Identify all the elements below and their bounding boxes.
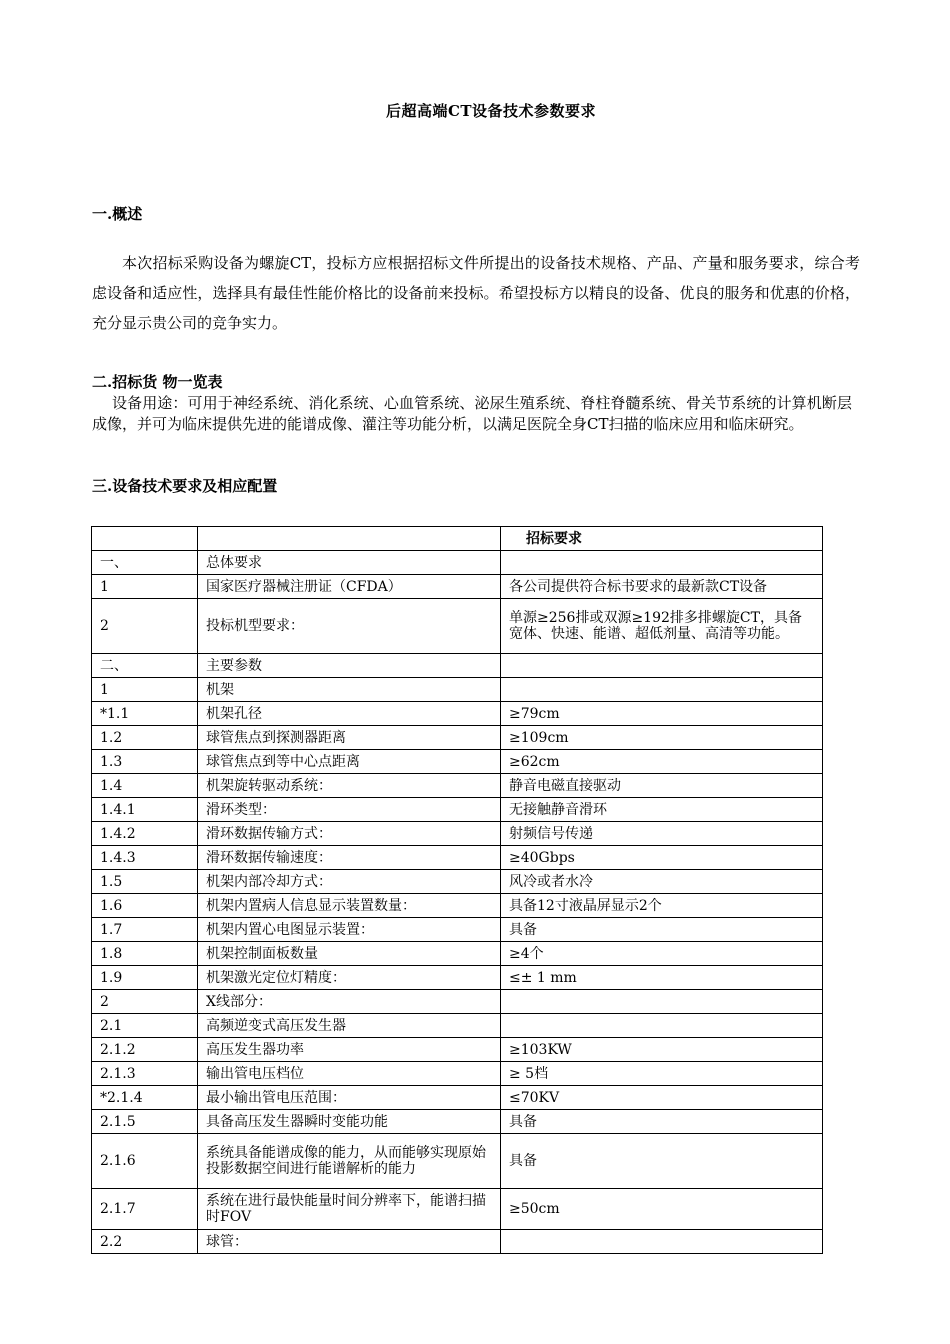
table-cell-item: 机架旋转驱动系统： [198, 774, 501, 798]
table-cell-requirement: ≥62cm [501, 750, 823, 774]
table-cell-requirement: ≤± 1 mm [501, 966, 823, 990]
table-cell-item: 系统具备能谱成像的能力，从而能够实现原始投影数据空间进行能谱解析的能力 [198, 1134, 501, 1189]
table-cell-item: 机架内部冷却方式： [198, 870, 501, 894]
table-cell-requirement: 风冷或者水冷 [501, 870, 823, 894]
spec-table [91, 526, 823, 1254]
table-cell-requirement: ≥40Gbps [501, 846, 823, 870]
table-cell-item: 国家医疗器械注册证（CFDA） [198, 575, 501, 599]
table-cell-number: 一、 [92, 551, 198, 575]
table-cell-item: 最小输出管电压范围： [198, 1086, 501, 1110]
table-cell-item: 主要参数 [198, 654, 501, 678]
table-row [92, 1134, 823, 1189]
table-cell-number: 2.1.5 [92, 1110, 198, 1134]
table-cell-number: 2.1.7 [92, 1189, 198, 1230]
table-cell-requirement: ≥79cm [501, 702, 823, 726]
table-cell-item: 机架激光定位灯精度： [198, 966, 501, 990]
table-cell-number: 1.7 [92, 918, 198, 942]
table-cell-requirement: ≥103KW [501, 1038, 823, 1062]
table-cell-item: 机架孔径 [198, 702, 501, 726]
table-row [92, 726, 823, 750]
table-row [92, 599, 823, 654]
table-row [92, 1038, 823, 1062]
table-cell-number: 2 [92, 599, 198, 654]
table-cell-item: 总体要求 [198, 551, 501, 575]
device-usage-paragraph: 设备用途：可用于神经系统、消化系统、心血管系统、泌尿生殖系统、脊柱脊髓系统、骨关节系统的计算机断层成像，并可为临床提供先进的能谱成像、灌注等功能分析，以满足医院全身CT扫描的临床应用和临床研究。 [92, 394, 852, 433]
table-cell-item: 机架内置病人信息显示装置数量： [198, 894, 501, 918]
table-cell-number: 二、 [92, 654, 198, 678]
table-header-cell: 招标要求 [501, 527, 823, 551]
overview-paragraph: 本次招标采购设备为螺旋CT，投标方应根据招标文件所提出的设备技术规格、产品、产量和服务要求，综合考虑设备和适应性，选择具有最佳性能价格比的设备前来投标。希望投标方以精良的设备、优良的服务和优惠的价格，充分显示贵公司的竞争实力。 [92, 254, 860, 332]
table-cell-number: *1.1 [92, 702, 198, 726]
table-cell-number: *2.1.4 [92, 1086, 198, 1110]
table-cell-requirement: ≤70KV [501, 1086, 823, 1110]
table-cell-item: 系统在进行最快能量时间分辨率下，能谱扫描时FOV [198, 1189, 501, 1230]
table-row [92, 942, 823, 966]
table-cell-number: 2 [92, 990, 198, 1014]
table-cell-number: 1.2 [92, 726, 198, 750]
table-cell-requirement: 单源≥256排或双源≥192排多排螺旋CT，具备宽体、快速、能谱、超低剂量、高清等功能。 [501, 599, 823, 654]
table-cell-number: 2.1.6 [92, 1134, 198, 1189]
table-cell-number: 1.4.2 [92, 822, 198, 846]
table-cell-requirement [501, 1230, 823, 1254]
table-cell-requirement: 各公司提供符合标书要求的最新款CT设备 [501, 575, 823, 599]
table-cell-requirement: ≥4个 [501, 942, 823, 966]
table-cell-item: 滑环数据传输方式： [198, 822, 501, 846]
table-cell-requirement [501, 654, 823, 678]
table-row [92, 575, 823, 599]
table-row [92, 678, 823, 702]
table-cell-number: 1.4.1 [92, 798, 198, 822]
table-header-cell [198, 527, 501, 551]
table-cell-item: 球管： [198, 1230, 501, 1254]
table-row [92, 1230, 823, 1254]
table-cell-number: 1 [92, 678, 198, 702]
table-cell-requirement: 无接触静音滑环 [501, 798, 823, 822]
table-cell-number: 2.1.2 [92, 1038, 198, 1062]
table-cell-item: 球管焦点到探测器距离 [198, 726, 501, 750]
table-cell-requirement: 射频信号传递 [501, 822, 823, 846]
table-row [92, 774, 823, 798]
table-cell-item: 投标机型要求： [198, 599, 501, 654]
section-heading-overview: 一.概述 [92, 205, 143, 223]
table-cell-requirement [501, 1014, 823, 1038]
table-cell-item: 机架控制面板数量 [198, 942, 501, 966]
table-row [92, 870, 823, 894]
table-cell-requirement: ≥50cm [501, 1189, 823, 1230]
table-cell-requirement: 具备 [501, 1110, 823, 1134]
table-cell-item: 机架 [198, 678, 501, 702]
table-row [92, 1189, 823, 1230]
table-cell-item: 具备高压发生器瞬时变能功能 [198, 1110, 501, 1134]
table-cell-item: 输出管电压档位 [198, 1062, 501, 1086]
table-cell-requirement: 具备12寸液晶屏显示2个 [501, 894, 823, 918]
table-row [92, 551, 823, 575]
table-cell-item: 球管焦点到等中心点距离 [198, 750, 501, 774]
table-cell-requirement [501, 678, 823, 702]
table-header-cell [92, 527, 198, 551]
table-cell-number: 1.8 [92, 942, 198, 966]
table-row [92, 702, 823, 726]
table-row [92, 1086, 823, 1110]
table-row [92, 654, 823, 678]
table-row [92, 894, 823, 918]
table-row [92, 1110, 823, 1134]
table-cell-number: 2.1 [92, 1014, 198, 1038]
table-cell-item: 高频逆变式高压发生器 [198, 1014, 501, 1038]
table-cell-number: 1.4.3 [92, 846, 198, 870]
table-cell-requirement: ≥109cm [501, 726, 823, 750]
table-row [92, 846, 823, 870]
table-row [92, 750, 823, 774]
table-cell-number: 1.9 [92, 966, 198, 990]
table-cell-number: 2.2 [92, 1230, 198, 1254]
table-cell-number: 2.1.3 [92, 1062, 198, 1086]
table-row [92, 1062, 823, 1086]
table-cell-requirement [501, 990, 823, 1014]
table-row [92, 822, 823, 846]
table-cell-requirement: 静音电磁直接驱动 [501, 774, 823, 798]
table-cell-item: 滑环数据传输速度： [198, 846, 501, 870]
table-cell-requirement: ≥ 5档 [501, 1062, 823, 1086]
table-cell-item: 滑环类型： [198, 798, 501, 822]
table-cell-number: 1.5 [92, 870, 198, 894]
table-cell-item: 机架内置心电图显示装置： [198, 918, 501, 942]
table-cell-requirement [501, 551, 823, 575]
table-cell-item: 高压发生器功率 [198, 1038, 501, 1062]
table-header-row [92, 527, 823, 551]
document-title: 后超高端CT设备技术参数要求 [385, 102, 597, 120]
table-cell-number: 1.6 [92, 894, 198, 918]
table-cell-requirement: 具备 [501, 1134, 823, 1189]
section-heading-goods-list: 二.招标货 物一览表 [92, 373, 223, 391]
table-row [92, 990, 823, 1014]
table-row [92, 1014, 823, 1038]
table-cell-number: 1.3 [92, 750, 198, 774]
table-row [92, 798, 823, 822]
table-cell-number: 1 [92, 575, 198, 599]
section-heading-technical-requirements: 三.设备技术要求及相应配置 [92, 477, 278, 495]
table-row [92, 966, 823, 990]
table-cell-number: 1.4 [92, 774, 198, 798]
table-cell-requirement: 具备 [501, 918, 823, 942]
table-row [92, 918, 823, 942]
table-cell-item: X线部分： [198, 990, 501, 1014]
